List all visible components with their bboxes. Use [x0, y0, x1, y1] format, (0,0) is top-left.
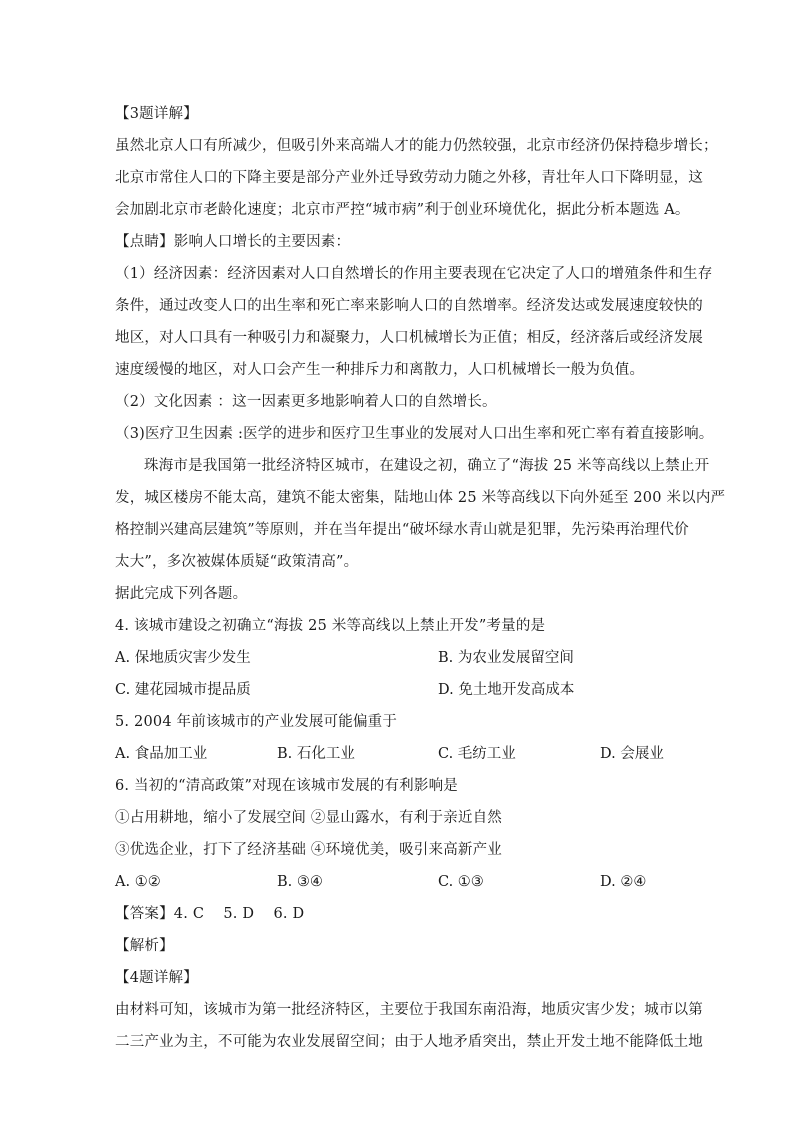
q6-items-2: ③优选企业，打下了经济基础 ④环境优美，吸引来高新产业 — [115, 842, 503, 858]
q5-option-c: C. 毛纺工业 — [438, 746, 516, 762]
q6-option-b: B. ③④ — [277, 874, 323, 890]
dianjing-line-5: （2）文化因素 ：这一因素更多地影响着人口的自然增长。 — [115, 394, 497, 410]
q6-stem: 6. 当初的“清高政策”对现在该城市发展的有利影响是 — [115, 778, 458, 794]
q5-option-b: B. 石化工业 — [277, 746, 355, 762]
section3-title: 【3题详解】 — [115, 106, 198, 122]
q4-option-b: B. 为农业发展留空间 — [438, 650, 574, 666]
dianjing-line-6: （3)医疗卫生因素 :医学的进步和医疗卫生事业的发展对人口出生率和死亡率有着直接影响。 — [115, 426, 714, 442]
section3-line-1: 虽然北京人口有所减少，但吸引外来高端人才的能力仍然较强，北京市经济仍保持稳步增长； — [115, 138, 718, 154]
dianjing-line-3: 地区，对人口具有一种吸引力和凝聚力，人口机械增长为正值；相反，经济落后或经济发展 — [115, 330, 703, 346]
material-line-2: 发，城区楼房不能太高，建筑不能太密集，陆地山体 25 米等高线以下向外延至 200 米以内严 — [115, 490, 726, 506]
q6-option-a: A. ①② — [115, 874, 161, 890]
section4-line-2: 二三产业为主，不可能为农业发展留空间；由于人地矛盾突出，禁止开发土地不能降低土地 — [115, 1034, 703, 1050]
answer-line: 【答案】4. C 5. D 6. D — [115, 906, 305, 922]
q5-option-a: A. 食品加工业 — [115, 746, 208, 762]
q4-option-a: A. 保地质灾害少发生 — [115, 650, 251, 666]
q4-option-c: C. 建花园城市提品质 — [115, 682, 251, 698]
material-line-1: 珠海市是我国第一批经济特区城市，在建设之初，确立了“海拔 25 米等高线以上禁止开 — [144, 458, 710, 474]
dianjing-title: 【点睛】影响人口增长的主要因素： — [115, 234, 351, 250]
section3-line-2: 北京市常住人口的下降主要是部分产业外迁导致劳动力随之外移，青壮年人口下降明显，这 — [115, 170, 703, 186]
q5-stem: 5. 2004 年前该城市的产业发展可能偏重于 — [115, 714, 398, 730]
dianjing-line-2: 条件，通过改变人口的出生率和死亡率来影响人口的自然增率。经济发达或发展速度较快的 — [115, 298, 703, 314]
q4-stem: 4. 该城市建设之初确立“海拔 25 米等高线以上禁止开发”考量的是 — [115, 618, 546, 634]
dianjing-line-4: 速度缓慢的地区，对人口会产生一种排斥力和离散力，人口机械增长一般为负值。 — [115, 362, 645, 378]
q6-option-c: C. ①③ — [438, 874, 484, 890]
material-prompt: 据此完成下列各题。 — [115, 586, 248, 602]
material-line-3: 格控制兴建高层建筑”等原则，并在当年提出“破坏绿水青山就是犯罪，先污染再治理代价 — [115, 522, 689, 538]
section4-title: 【4题详解】 — [115, 970, 198, 986]
q4-option-d: D. 免土地开发高成本 — [438, 682, 575, 698]
dianjing-line-1: （1）经济因素：经济因素对人口自然增长的作用主要表现在它决定了人口的增殖条件和生存 — [115, 266, 713, 282]
section3-line-3: 会加剧北京市老龄化速度；北京市严控“城市病”利于创业环境优化，据此分析本题选 A。 — [115, 202, 690, 218]
analysis-title: 【解析】 — [115, 938, 174, 954]
q5-option-d: D. 会展业 — [600, 746, 664, 762]
material-line-4: 太大”，多次被媒体质疑“政策清高”。 — [115, 554, 359, 570]
section4-line-1: 由材料可知，该城市为第一批经济特区，主要位于我国东南沿海，地质灾害少发；城市以第 — [115, 1002, 703, 1018]
q6-items-1: ①占用耕地，缩小了发展空间 ②显山露水，有利于亲近自然 — [115, 810, 503, 826]
q6-option-d: D. ②④ — [600, 874, 647, 890]
